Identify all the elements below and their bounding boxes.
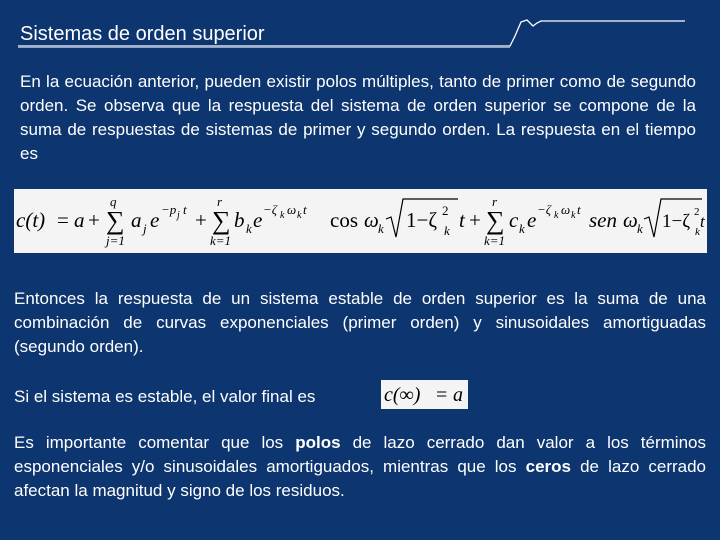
poles-zeros-paragraph — [14, 431, 706, 503]
exp3-t: t — [577, 202, 581, 217]
slide-title: Sistemas de orden superior — [20, 23, 265, 45]
p4-part2: de lazo cerrado dan valor a los términos esponenciales y/o sinusoidales amortiguados, mientras que los — [14, 433, 706, 476]
title-underline-decoration — [0, 0, 720, 60]
cos-function: cos — [330, 208, 358, 232]
root1-sup: 2 — [442, 203, 449, 218]
exp1-t: t — [183, 202, 187, 217]
omega-k2-sub: k — [637, 221, 643, 236]
sum3-sigma: ∑ — [486, 206, 505, 235]
formula-plus-3: + — [469, 208, 481, 232]
bk-sub: k — [246, 221, 252, 236]
aj-base: a — [131, 208, 142, 232]
final-equals: = — [436, 384, 448, 406]
ck-base: c — [509, 208, 519, 232]
final-value-label: Si el sistema es estable, el valor final es — [14, 387, 316, 406]
sum2-upper: r — [217, 194, 223, 209]
sum2-sigma: ∑ — [212, 206, 231, 235]
formula-lhs: c(t) — [16, 208, 46, 232]
root2-sub: k — [695, 226, 700, 238]
omega-k2: ω — [623, 208, 638, 232]
e1: e — [150, 208, 160, 232]
formula-a: a — [74, 208, 85, 232]
sum1-upper: q — [110, 194, 117, 209]
aj-sub: j — [143, 221, 147, 236]
ck-sub: k — [519, 221, 525, 236]
p4-bold-polos: polos — [295, 433, 341, 452]
formula-plus-2: + — [195, 208, 207, 232]
sum2-lower: k=1 — [210, 233, 232, 248]
root1-one: 1−ζ — [406, 208, 438, 232]
exp2: −ζ — [263, 202, 278, 217]
sum1-lower: j=1 — [106, 233, 125, 248]
sen-function: sen — [589, 208, 617, 232]
exp2-omega: ω — [287, 202, 297, 217]
intro-paragraph: En la ecuación anterior, pueden existir polos múltiples, tanto de primer como de segundo orden. Se observa que la respuesta del sistema de orden superior se compone de la suma de respuestas de sistemas de primer y segundo orden. La respuesta en el tiempo es — [20, 72, 696, 163]
omega-k: ω — [364, 208, 379, 232]
final-value-formula-svg — [381, 380, 468, 409]
bk-base: b — [234, 208, 245, 232]
p4-part3: de lazo cerrado afectan la magnitud y signo de los residuos. — [14, 457, 707, 500]
omega-k-sub: k — [378, 221, 384, 236]
root1-sub: k — [444, 223, 450, 238]
final-rhs: a — [453, 384, 463, 406]
p4-bold-ceros: ceros — [525, 457, 571, 476]
exp3-omega: ω — [561, 202, 571, 217]
exp2-sub1: k — [280, 210, 285, 221]
e3: e — [527, 208, 537, 232]
exp3-sub1: k — [554, 210, 559, 221]
final-lhs: c(∞) — [384, 384, 421, 406]
sum3-lower: k=1 — [484, 233, 506, 248]
exp3: −ζ — [537, 202, 552, 217]
stable-system-paragraph: Entonces la respuesta de un sistema estable de orden superior es la suma de una combinación de curvas exponenciales (primer orden) y sinusoidales amortiguadas (segundo orden). — [14, 289, 706, 356]
time-response-formula — [14, 189, 707, 253]
final-value-formula — [381, 380, 468, 409]
exp2-t: t — [303, 202, 307, 217]
time-response-formula-svg — [14, 189, 707, 253]
t2: t — [700, 212, 705, 231]
exp1: −p — [161, 202, 177, 217]
exp1-sub: j — [177, 210, 180, 221]
formula-plus-1: + — [88, 208, 100, 232]
sum1-sigma: ∑ — [106, 206, 125, 235]
formula-equals: = — [57, 208, 69, 232]
exp2-sub2: k — [297, 210, 302, 221]
exp3-sub2: k — [571, 210, 576, 221]
p4-part1: Es importante comentar que los — [14, 433, 296, 452]
t1: t — [459, 208, 465, 232]
e2: e — [253, 208, 263, 232]
sum3-upper: r — [492, 194, 498, 209]
root2-sup: 2 — [694, 206, 700, 218]
root2-one: 1−ζ — [662, 211, 691, 232]
